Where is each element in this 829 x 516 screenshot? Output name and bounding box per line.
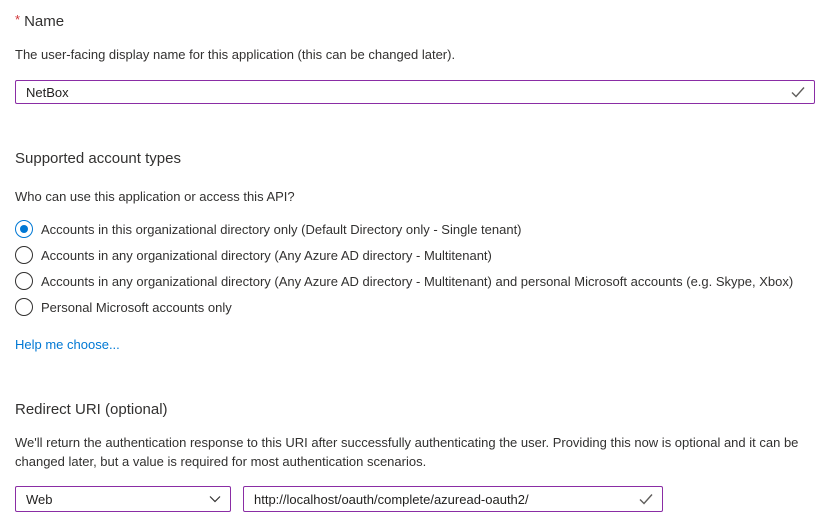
redirect-uri-field-wrapper bbox=[243, 486, 663, 512]
platform-select-value: Web bbox=[26, 491, 53, 507]
radio-option-label: Personal Microsoft accounts only bbox=[41, 299, 232, 315]
account-types-question: Who can use this application or access this API? bbox=[15, 189, 295, 204]
name-description: The user-facing display name for this application (this can be changed later). bbox=[15, 47, 456, 62]
account-types-section-title: Supported account types bbox=[15, 150, 181, 167]
name-title-text: Name bbox=[24, 13, 65, 30]
radio-option-single-tenant[interactable] bbox=[15, 216, 814, 242]
account-types-radio-group bbox=[15, 216, 814, 320]
name-section-title bbox=[15, 10, 814, 32]
name-input[interactable] bbox=[16, 81, 814, 103]
required-asterisk: * bbox=[15, 12, 21, 27]
platform-select[interactable] bbox=[15, 486, 231, 512]
radio-option-label: Accounts in this organizational directory only (Default Directory only - Single tenant) bbox=[41, 221, 522, 237]
radio-option-label: Accounts in any organizational directory (Any Azure AD directory - Multitenant) and personal Microsoft accounts (e.g. Skype, Xbox) bbox=[41, 273, 794, 289]
redirect-uri-section-title: Redirect URI (optional) bbox=[15, 401, 168, 418]
radio-option-label: Accounts in any organizational directory (Any Azure AD directory - Multitenant) bbox=[41, 247, 492, 263]
help-me-choose-link[interactable]: Help me choose... bbox=[15, 337, 120, 352]
valid-checkmark-icon bbox=[791, 86, 805, 98]
valid-checkmark-icon bbox=[639, 493, 653, 505]
redirect-uri-description: We'll return the authentication response to this URI after successfully authenticating the user. Providing this now is optional and it can be changed later, but a value is required for most authentication scenarios. bbox=[15, 435, 799, 469]
radio-option-multitenant[interactable] bbox=[15, 242, 814, 268]
name-field-wrapper bbox=[15, 80, 815, 104]
radio-button[interactable] bbox=[15, 220, 33, 238]
radio-button[interactable] bbox=[15, 272, 33, 290]
radio-option-multitenant-personal[interactable] bbox=[15, 268, 814, 294]
chevron-down-icon bbox=[209, 495, 221, 503]
radio-button[interactable] bbox=[15, 246, 33, 264]
redirect-uri-input[interactable] bbox=[244, 487, 662, 511]
radio-option-personal-only[interactable] bbox=[15, 294, 814, 320]
radio-button[interactable] bbox=[15, 298, 33, 316]
redirect-uri-row bbox=[15, 486, 814, 512]
